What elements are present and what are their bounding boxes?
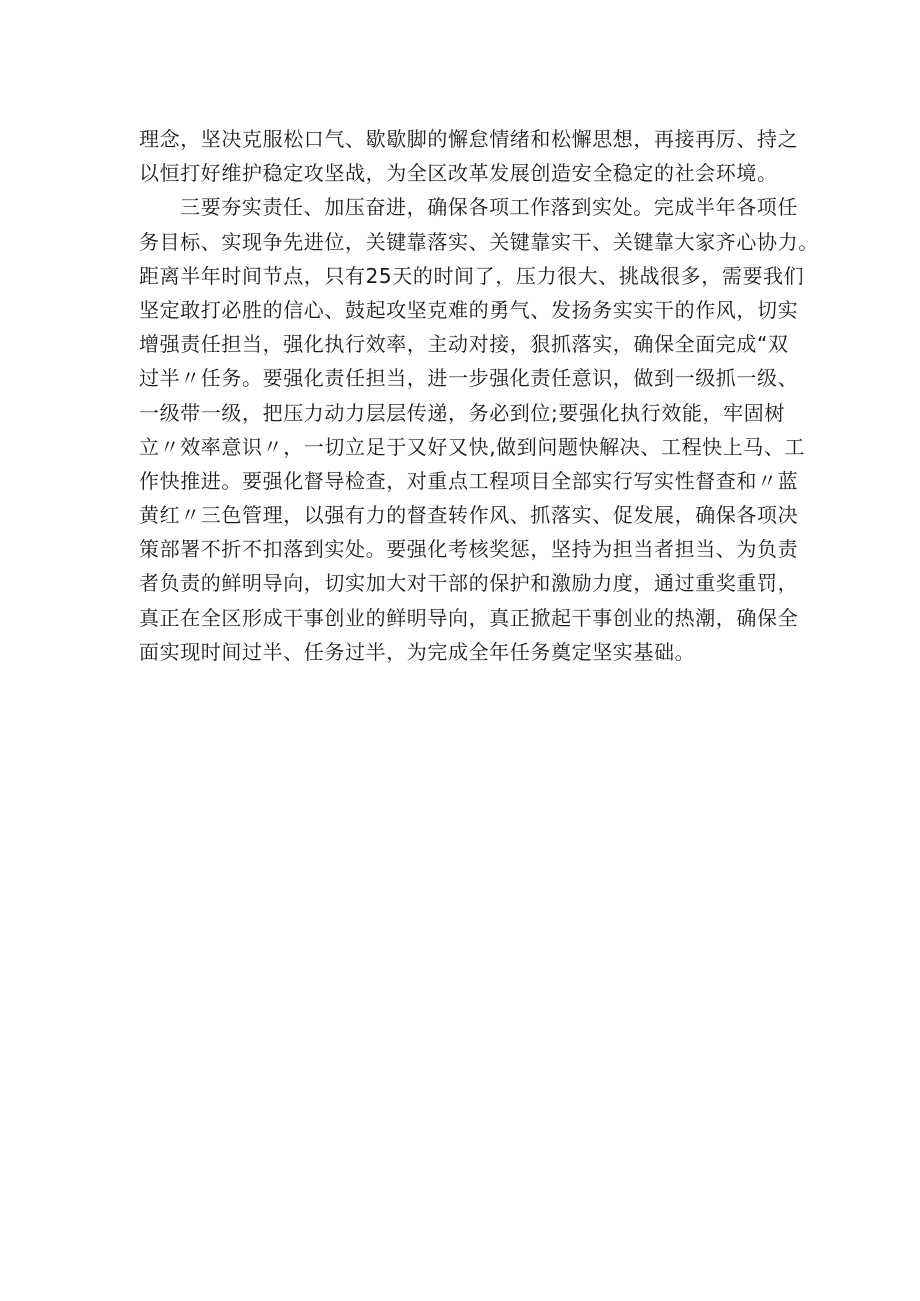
text-line: 以恒打好维护稳定攻坚战，为全区改革发展创造安全稳定的社会环境。 (139, 161, 778, 186)
text-line: 真正在全区形成干事创业的鲜明导向，真正掀起干事创业的热潮，确保全 (139, 605, 799, 630)
document-body (139, 122, 819, 669)
text-line: 一级带一级，把压力动力层层传递，务必到位;要强化执行效能，牢固树 (139, 400, 785, 425)
text-line: 务目标、实现争先进位，关键靠落实、关键靠实干、关键靠大家齐心协力。 (139, 229, 819, 254)
text-line: 立〃效率意识〃，一切立足于又好又快,做到问题快解决、工程快上马、工 (139, 434, 806, 459)
text-line: 理念，坚决克服松口气、歇歇脚的懈怠情绪和松懈思想，再接再厉、持之 (139, 127, 799, 151)
text-line: 作快推进。要强化督导检查，对重点工程项目全部实行写实性督查和〃蓝 (139, 468, 799, 493)
text-line: 距离半年时间节点，只有25天的时间了，压力很大、挑战很多，需要我们 (139, 263, 805, 288)
paragraph-start-line: 三要夯实责任、加压奋进，确保各项工作落到实处。完成半年各项任 (180, 195, 798, 220)
text-line: 者负责的鲜明导向，切实加大对干部的保护和激励力度，通过重奖重罚， (139, 571, 799, 596)
text-line: 坚定敢打必胜的信心、鼓起攻坚克难的勇气、发扬务实实干的作风，切实 (139, 297, 799, 322)
text-line: 黄红〃三色管理，以强有力的督查转作风、抓落实、促发展，确保各项决 (139, 503, 799, 528)
text-line: 面实现时间过半、任务过半，为完成全年任务奠定坚实基础。 (139, 639, 696, 664)
text-line: 过半〃任务。要强化责任担当，进一步强化责任意识，做到一级抓一级、 (139, 366, 799, 391)
text-line: 策部署不折不扣落到实处。要强化考核奖惩，坚持为担当者担当、为负责 (139, 537, 799, 562)
text-line: 增强责任担当，强化执行效率，主动对接，狠抓落实，确保全面完成“双 (139, 332, 789, 357)
